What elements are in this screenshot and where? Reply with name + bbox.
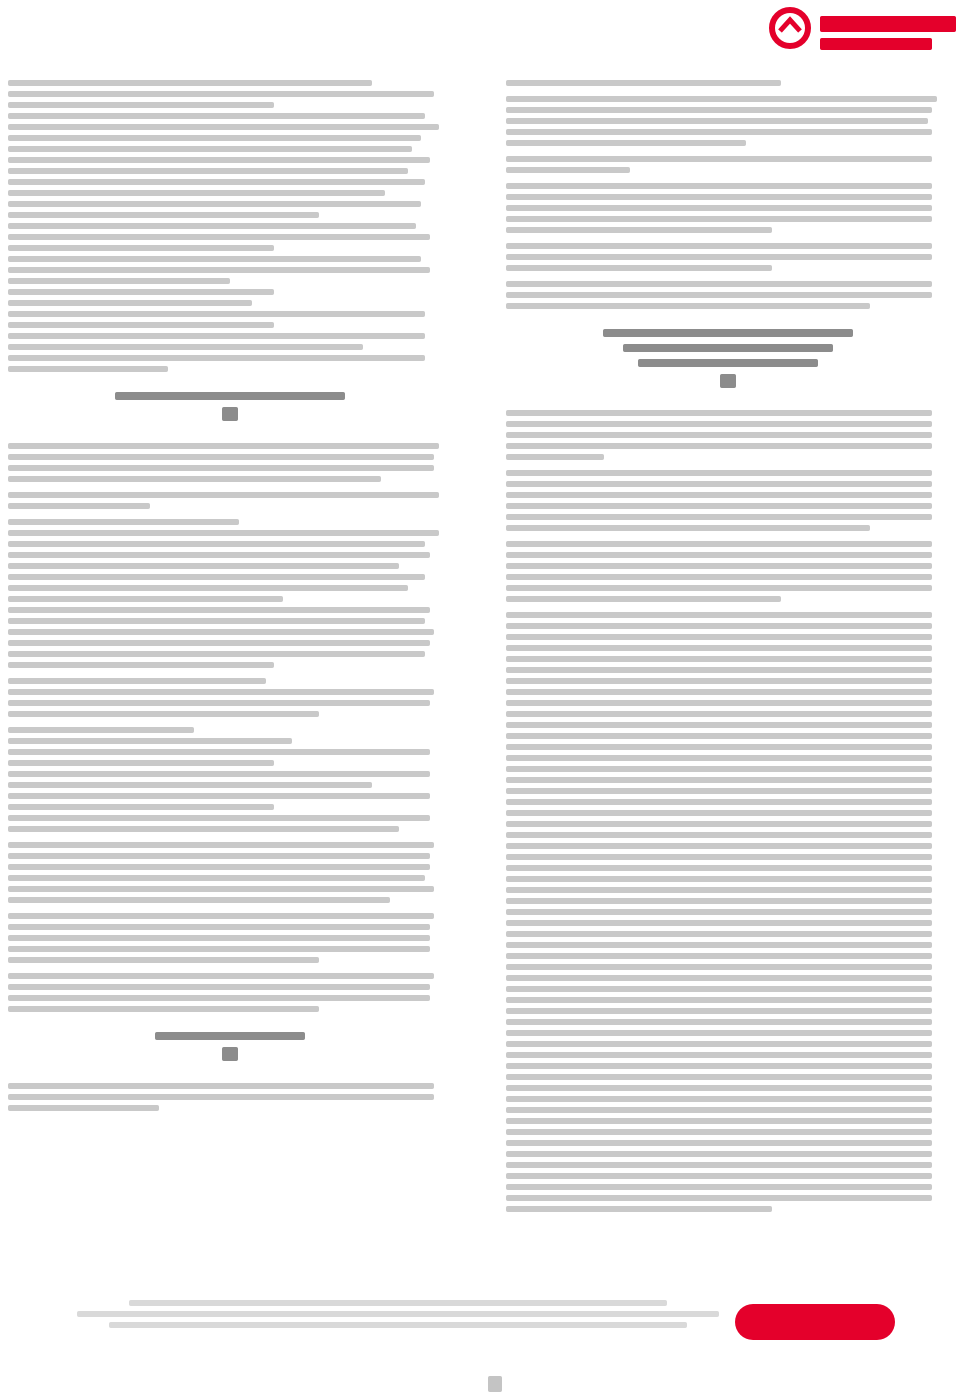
text-block: [8, 519, 452, 668]
text-block: [8, 973, 452, 1012]
text-block: [8, 727, 452, 832]
right-column: [506, 80, 950, 1222]
left-column: [8, 80, 452, 1121]
text-block: [506, 96, 950, 146]
mondial-assistance-logo-icon: [768, 6, 958, 56]
text-block: [8, 443, 452, 482]
text-block: [506, 281, 950, 309]
text-block: [506, 243, 950, 271]
text-block: [506, 612, 950, 1212]
text-block: [8, 678, 452, 717]
text-block: [8, 842, 452, 903]
text-block: [506, 80, 950, 86]
text-block: [8, 80, 452, 372]
text-block: [8, 492, 452, 509]
help-button[interactable]: [735, 1304, 895, 1340]
text-block: [8, 1083, 452, 1111]
page-number: [488, 1376, 502, 1392]
text-block: [506, 156, 950, 173]
company-logo: [768, 6, 958, 56]
section-heading: [8, 1032, 452, 1061]
section-heading: [8, 392, 452, 421]
text-block: [506, 410, 950, 460]
text-block: [506, 470, 950, 531]
text-block: [506, 183, 950, 233]
page-footer: [70, 1300, 726, 1328]
section-heading: [506, 329, 950, 388]
text-block: [8, 913, 452, 963]
text-block: [506, 541, 950, 602]
